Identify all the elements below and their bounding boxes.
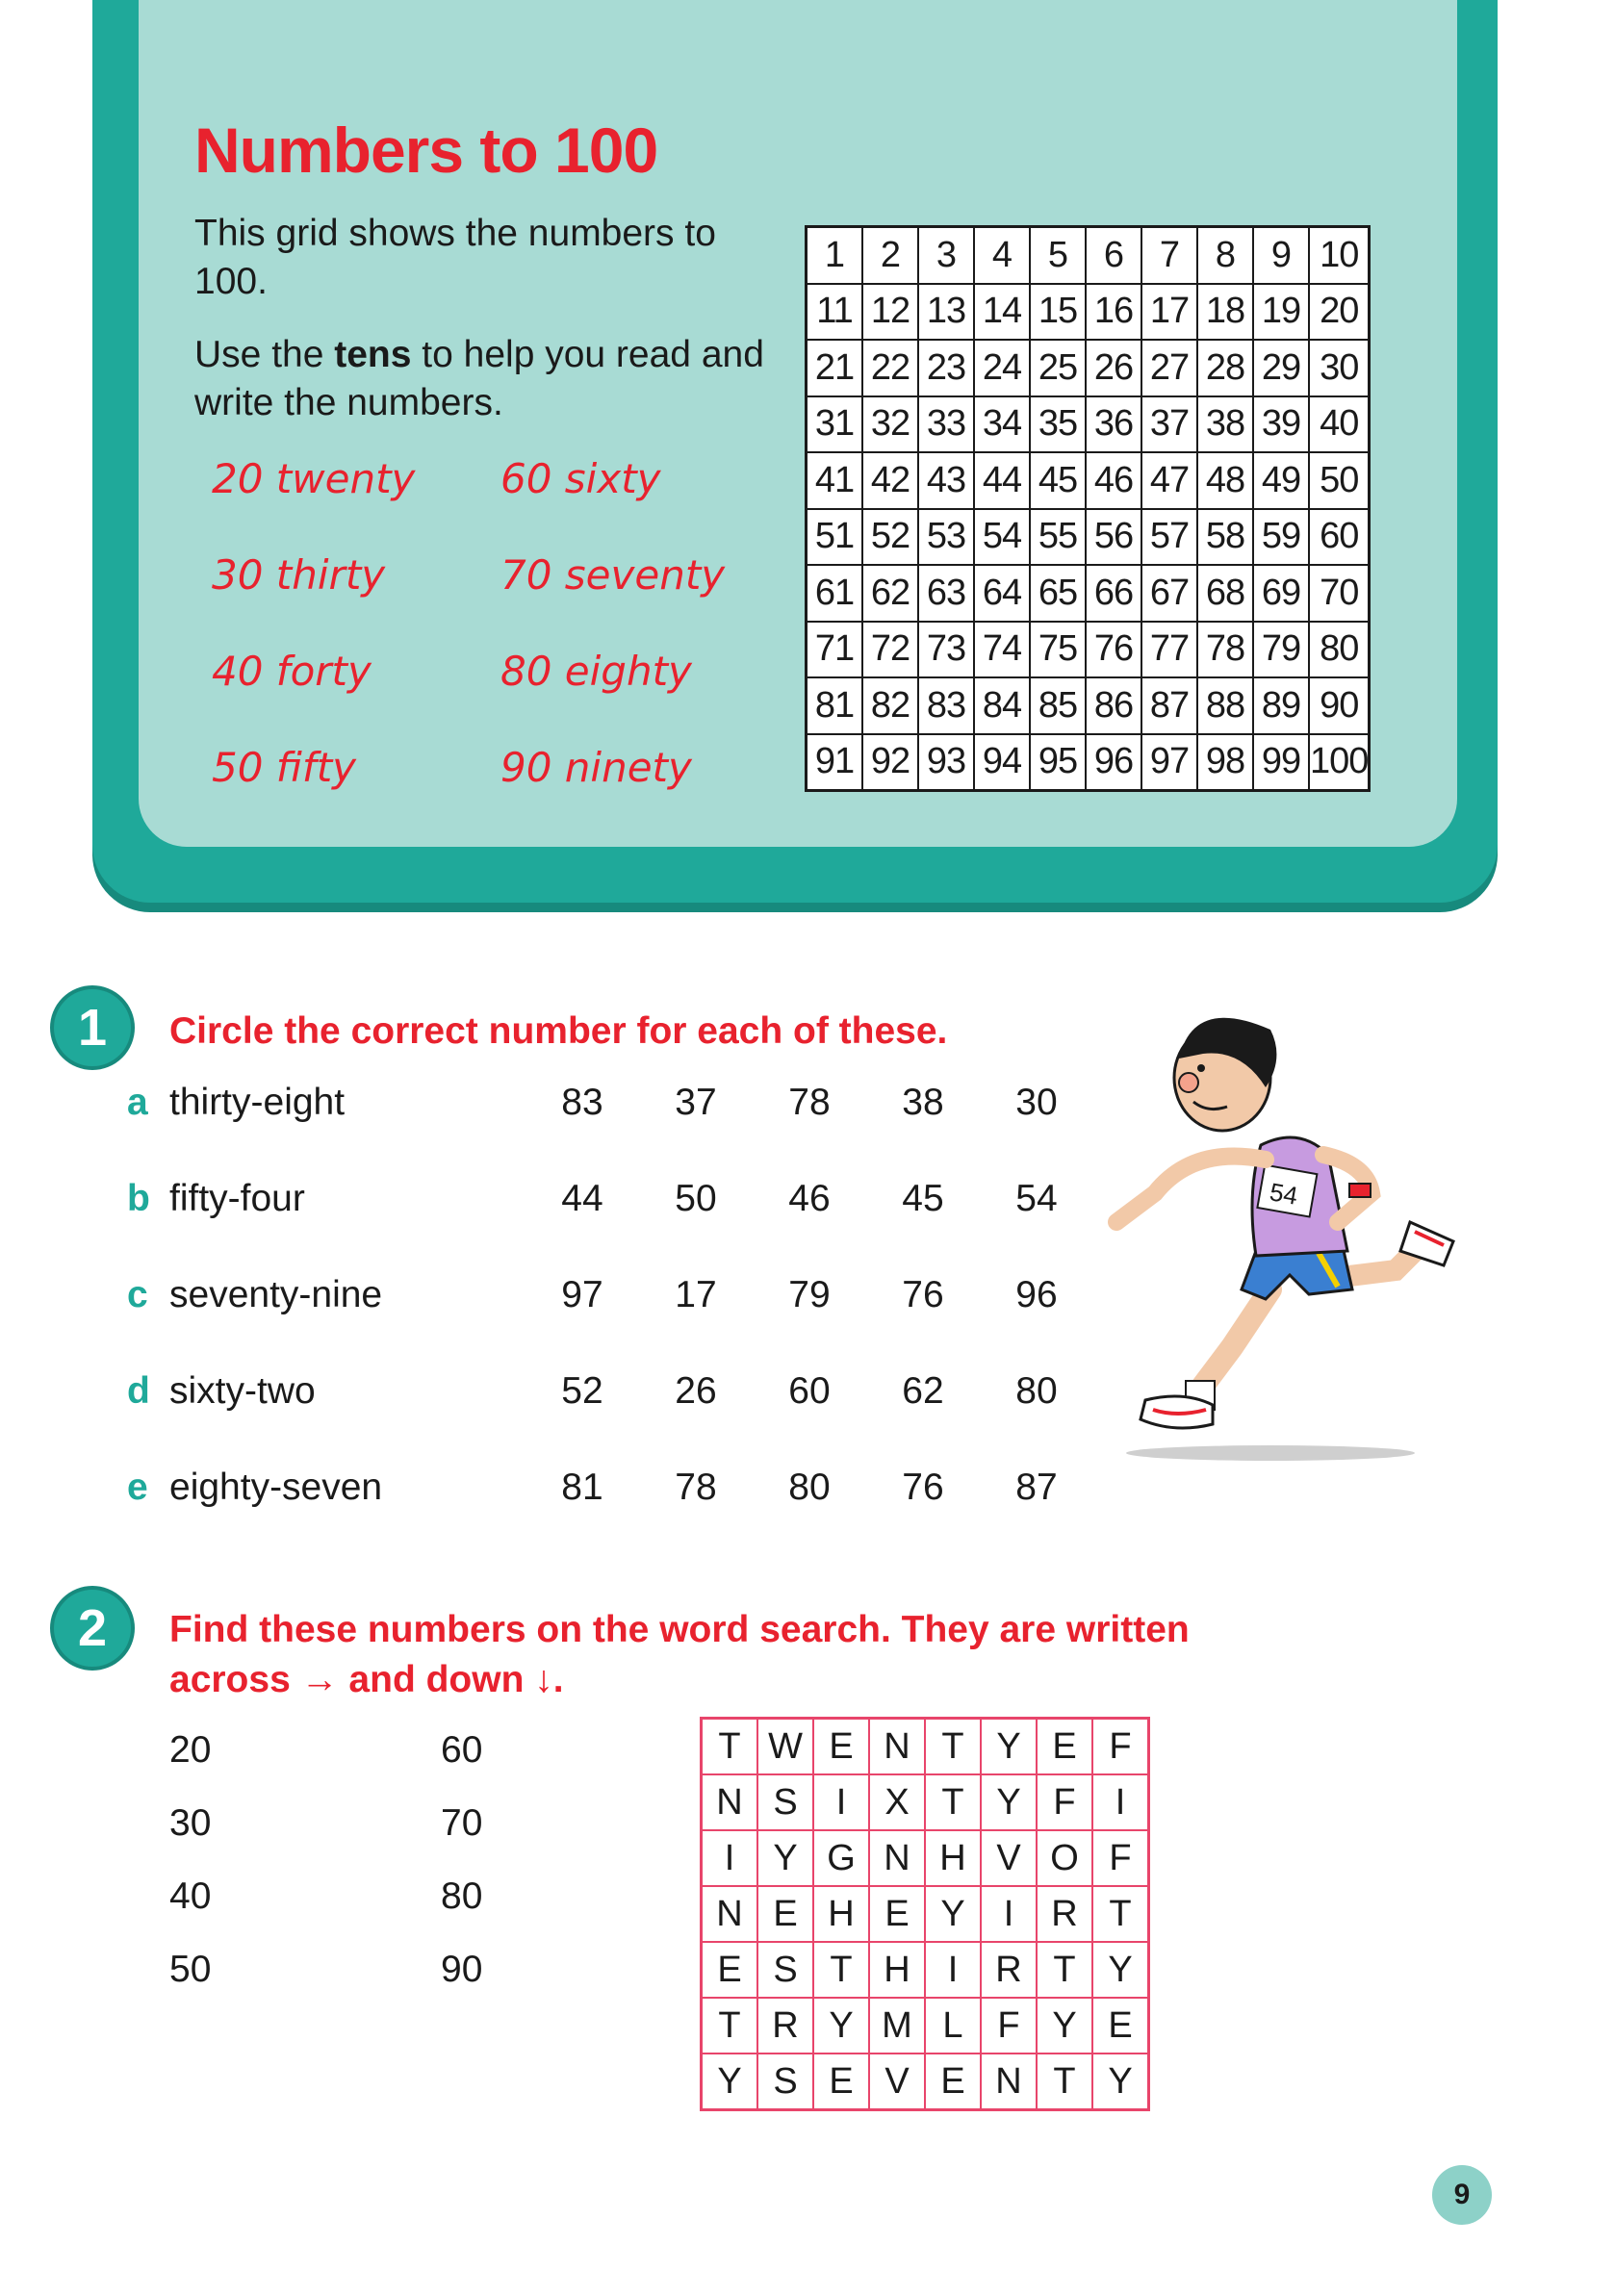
question-2-instruction-line-1: Find these numbers on the word search. They are written <box>169 1609 1190 1650</box>
word-search-cell[interactable]: F <box>981 1998 1037 2054</box>
hundred-square <box>805 225 1371 792</box>
word-search-cell[interactable]: I <box>702 1830 758 1886</box>
hundred-square-cell: 87 <box>1141 677 1197 734</box>
hundred-square-cell: 56 <box>1086 509 1141 566</box>
hundred-square-cell: 30 <box>1309 340 1370 396</box>
hundred-square-cell: 13 <box>918 284 974 341</box>
hundred-square-cell: 6 <box>1086 227 1141 284</box>
tens-item: 60 sixty <box>500 455 661 502</box>
word-search-row <box>702 1830 1149 1886</box>
intro-text-2-pre: Use the <box>194 334 335 375</box>
word-search-cell[interactable]: L <box>925 1998 981 2054</box>
word-search-cell[interactable]: E <box>1092 1998 1149 2054</box>
word-search-cell[interactable]: E <box>813 2054 869 2110</box>
number-option[interactable]: 60 <box>788 1370 831 1412</box>
hundred-square-cell: 43 <box>918 452 974 509</box>
hundred-square-cell: 61 <box>807 565 863 622</box>
hundred-square-cell: 60 <box>1309 509 1370 566</box>
hundred-square-cell: 29 <box>1253 340 1309 396</box>
number-option[interactable]: 38 <box>902 1082 944 1123</box>
hundred-square-cell: 95 <box>1030 734 1086 791</box>
word-search-cell[interactable]: Y <box>1092 1942 1149 1998</box>
hundred-square-cell: 31 <box>807 396 863 453</box>
word-search-cell[interactable]: T <box>702 1998 758 2054</box>
find-number: 50 <box>169 1949 212 1990</box>
word-search-cell[interactable]: M <box>869 1998 925 2054</box>
number-option[interactable]: 96 <box>1015 1274 1058 1315</box>
word-search-cell[interactable]: S <box>757 1942 813 1998</box>
word-search-cell[interactable]: E <box>1037 1719 1092 1775</box>
runner-illustration <box>1078 1001 1492 1482</box>
word-search-cell[interactable]: R <box>981 1942 1037 1998</box>
question-1-row-letter: c <box>127 1274 148 1315</box>
word-search-row <box>702 1998 1149 2054</box>
word-search-cell[interactable]: Y <box>757 1830 813 1886</box>
question-2-instruction-line-2: across → and down ↓. <box>169 1659 564 1700</box>
hundred-square-cell: 59 <box>1253 509 1309 566</box>
hundred-square-cell: 68 <box>1197 565 1253 622</box>
hundred-square-cell: 27 <box>1141 340 1197 396</box>
number-option[interactable]: 80 <box>1015 1370 1058 1412</box>
word-search-cell[interactable]: I <box>925 1942 981 1998</box>
intro-text-2 <box>194 331 772 427</box>
question-1-row-letter: a <box>127 1082 148 1123</box>
word-search-cell[interactable]: Y <box>981 1774 1037 1830</box>
question-1-instruction: Circle the correct number for each of these. <box>169 1010 948 1052</box>
find-number: 60 <box>441 1729 483 1771</box>
tens-item: 90 ninety <box>500 744 692 791</box>
hundred-square-cell: 97 <box>1141 734 1197 791</box>
number-option[interactable]: 78 <box>675 1467 717 1508</box>
hundred-square-cell: 26 <box>1086 340 1141 396</box>
word-search-cell[interactable]: I <box>981 1886 1037 1942</box>
intro-text-2-post: to help you read and write the numbers. <box>194 334 764 423</box>
word-search-cell[interactable]: N <box>702 1774 758 1830</box>
hundred-square-cell: 55 <box>1030 509 1086 566</box>
hundred-square-cell: 72 <box>862 622 918 678</box>
word-search-cell[interactable]: Y <box>981 1719 1037 1775</box>
word-search-cell[interactable]: W <box>757 1719 813 1775</box>
word-search-cell[interactable]: F <box>1037 1774 1092 1830</box>
word-search-cell[interactable]: S <box>757 1774 813 1830</box>
number-option[interactable]: 76 <box>902 1467 944 1508</box>
number-option[interactable]: 79 <box>788 1274 831 1315</box>
word-search-cell[interactable]: N <box>869 1719 925 1775</box>
word-search-cell[interactable]: N <box>869 1830 925 1886</box>
hundred-square-cell: 73 <box>918 622 974 678</box>
number-option[interactable]: 17 <box>675 1274 717 1315</box>
word-search-cell[interactable]: Y <box>813 1998 869 2054</box>
hundred-square-cell: 80 <box>1309 622 1370 678</box>
question-1-row-word: eighty-seven <box>169 1467 383 1508</box>
number-option[interactable]: 30 <box>1015 1082 1058 1123</box>
hundred-square-row <box>807 227 1370 284</box>
number-option[interactable]: 37 <box>675 1082 717 1123</box>
hundred-square-cell: 50 <box>1309 452 1370 509</box>
word-search-cell[interactable]: H <box>813 1886 869 1942</box>
intro-text-1: This grid shows the numbers to 100. <box>194 213 716 302</box>
hundred-square-cell: 39 <box>1253 396 1309 453</box>
word-search-row <box>702 2054 1149 2110</box>
hundred-square-cell: 15 <box>1030 284 1086 341</box>
hundred-square-cell: 2 <box>862 227 918 284</box>
question-1-row-word: thirty-eight <box>169 1082 346 1123</box>
word-search-cell[interactable]: E <box>925 2054 981 2110</box>
word-search-row <box>702 1942 1149 1998</box>
word-search-cell[interactable]: N <box>702 1886 758 1942</box>
tens-item: 70 seventy <box>500 551 726 599</box>
hundred-square-cell: 37 <box>1141 396 1197 453</box>
hundred-square-cell: 91 <box>807 734 863 791</box>
question-1-row-word: fifty-four <box>169 1178 305 1219</box>
tens-item: 30 thirty <box>212 551 386 599</box>
number-option[interactable]: 76 <box>902 1274 944 1315</box>
hundred-square-cell: 62 <box>862 565 918 622</box>
hundred-square-cell: 45 <box>1030 452 1086 509</box>
hundred-square-cell: 33 <box>918 396 974 453</box>
intro-text-2-bold: tens <box>334 334 412 375</box>
hundred-square-cell: 65 <box>1030 565 1086 622</box>
word-search-cell[interactable]: I <box>813 1774 869 1830</box>
hundred-square-cell: 38 <box>1197 396 1253 453</box>
find-number: 80 <box>441 1875 483 1917</box>
number-option[interactable]: 62 <box>902 1370 944 1412</box>
hundred-square-cell: 100 <box>1309 734 1370 791</box>
hundred-square-cell: 81 <box>807 677 863 734</box>
hundred-square-row <box>807 284 1370 341</box>
hundred-square-cell: 92 <box>862 734 918 791</box>
page-number: 9 <box>1432 2165 1492 2225</box>
hundred-square-cell: 82 <box>862 677 918 734</box>
number-option[interactable]: 26 <box>675 1370 717 1412</box>
word-search-cell[interactable]: T <box>1037 2054 1092 2110</box>
find-number: 20 <box>169 1729 212 1771</box>
question-1-row-word: seventy-nine <box>169 1274 383 1315</box>
hundred-square-cell: 77 <box>1141 622 1197 678</box>
word-search-cell[interactable]: G <box>813 1830 869 1886</box>
word-search-row <box>702 1719 1149 1775</box>
word-search-cell[interactable]: H <box>925 1830 981 1886</box>
tens-item: 20 twenty <box>212 455 416 502</box>
word-search-cell[interactable]: T <box>1092 1886 1149 1942</box>
word-search-grid <box>700 1717 1150 2111</box>
hundred-square-cell: 9 <box>1253 227 1309 284</box>
number-option[interactable]: 81 <box>561 1467 603 1508</box>
hundred-square-cell: 93 <box>918 734 974 791</box>
word-search-cell[interactable]: V <box>981 1830 1037 1886</box>
hundred-square-cell: 1 <box>807 227 863 284</box>
number-option[interactable]: 83 <box>561 1082 603 1123</box>
word-search-cell[interactable]: T <box>925 1719 981 1775</box>
hundred-square-cell: 89 <box>1253 677 1309 734</box>
word-search-cell[interactable]: Y <box>925 1886 981 1942</box>
hundred-square-cell: 8 <box>1197 227 1253 284</box>
tens-item: 80 eighty <box>500 648 692 695</box>
find-number: 30 <box>169 1802 212 1844</box>
hundred-square-cell: 78 <box>1197 622 1253 678</box>
hundred-square-cell: 18 <box>1197 284 1253 341</box>
hundred-square-cell: 52 <box>862 509 918 566</box>
find-numbers-list <box>169 1722 516 1998</box>
find-number: 70 <box>441 1802 483 1844</box>
hundred-square-cell: 74 <box>974 622 1030 678</box>
hundred-square-cell: 49 <box>1253 452 1309 509</box>
find-number: 90 <box>441 1949 483 1990</box>
word-search-cell[interactable]: O <box>1037 1830 1092 1886</box>
word-search-cell[interactable]: T <box>702 1719 758 1775</box>
hundred-square-row <box>807 734 1370 791</box>
question-1-row <box>127 1459 1093 1517</box>
hundred-square-cell: 34 <box>974 396 1030 453</box>
hundred-square-cell: 67 <box>1141 565 1197 622</box>
tens-item: 40 forty <box>212 648 372 695</box>
number-option[interactable]: 50 <box>675 1178 717 1219</box>
hundred-square-cell: 36 <box>1086 396 1141 453</box>
hundred-square-cell: 70 <box>1309 565 1370 622</box>
word-search-cell[interactable]: T <box>813 1942 869 1998</box>
question-1-row <box>127 1266 1093 1324</box>
number-option[interactable]: 52 <box>561 1370 603 1412</box>
word-search-row <box>702 1774 1149 1830</box>
word-search-cell[interactable]: F <box>1092 1719 1149 1775</box>
hundred-square-cell: 40 <box>1309 396 1370 453</box>
word-search-cell[interactable]: Y <box>1037 1998 1092 2054</box>
question-1-row <box>127 1170 1093 1228</box>
tens-list <box>212 450 751 797</box>
word-search-cell[interactable]: F <box>1092 1830 1149 1886</box>
hundred-square-cell: 85 <box>1030 677 1086 734</box>
question-1-row <box>127 1074 1093 1132</box>
hundred-square-cell: 71 <box>807 622 863 678</box>
number-option[interactable]: 78 <box>788 1082 831 1123</box>
number-option[interactable]: 44 <box>561 1178 603 1219</box>
number-option[interactable]: 54 <box>1015 1178 1058 1219</box>
hundred-square-row <box>807 452 1370 509</box>
hundred-square-cell: 99 <box>1253 734 1309 791</box>
word-search-cell[interactable]: H <box>869 1942 925 1998</box>
hundred-square-cell: 3 <box>918 227 974 284</box>
hundred-square-cell: 11 <box>807 284 863 341</box>
number-option[interactable]: 45 <box>902 1178 944 1219</box>
question-1-row <box>127 1363 1093 1420</box>
hundred-square-row <box>807 622 1370 678</box>
word-search-cell[interactable]: N <box>981 2054 1037 2110</box>
page-title: Numbers to 100 <box>194 115 658 186</box>
hundred-square-cell: 75 <box>1030 622 1086 678</box>
hundred-square-cell: 24 <box>974 340 1030 396</box>
hundred-square-cell: 19 <box>1253 284 1309 341</box>
word-search-cell[interactable]: T <box>925 1774 981 1830</box>
hundred-square-cell: 32 <box>862 396 918 453</box>
hundred-square-cell: 14 <box>974 284 1030 341</box>
hundred-square-cell: 53 <box>918 509 974 566</box>
hundred-square-cell: 4 <box>974 227 1030 284</box>
hundred-square-cell: 12 <box>862 284 918 341</box>
hundred-square-cell: 47 <box>1141 452 1197 509</box>
question-1-row-letter: e <box>127 1467 148 1508</box>
word-search-cell[interactable]: T <box>1037 1942 1092 1998</box>
hundred-square-cell: 25 <box>1030 340 1086 396</box>
word-search-cell[interactable]: E <box>702 1942 758 1998</box>
word-search-cell[interactable]: X <box>869 1774 925 1830</box>
word-search-cell[interactable]: R <box>757 1998 813 2054</box>
word-search-row <box>702 1886 1149 1942</box>
question-1-row-letter: b <box>127 1178 150 1219</box>
hundred-square-cell: 16 <box>1086 284 1141 341</box>
runner-bib: 54 <box>1267 1177 1300 1211</box>
word-search-cell[interactable]: Y <box>1092 2054 1149 2110</box>
hundred-square-cell: 79 <box>1253 622 1309 678</box>
hundred-square-cell: 23 <box>918 340 974 396</box>
hundred-square-cell: 28 <box>1197 340 1253 396</box>
hundred-square-cell: 58 <box>1197 509 1253 566</box>
hundred-square-cell: 35 <box>1030 396 1086 453</box>
hundred-square-cell: 7 <box>1141 227 1197 284</box>
hundred-square-cell: 86 <box>1086 677 1141 734</box>
number-option[interactable]: 46 <box>788 1178 831 1219</box>
hundred-square-cell: 57 <box>1141 509 1197 566</box>
hundred-square-cell: 84 <box>974 677 1030 734</box>
hundred-square-row <box>807 509 1370 566</box>
hundred-square-cell: 94 <box>974 734 1030 791</box>
hundred-square-cell: 64 <box>974 565 1030 622</box>
hundred-square-row <box>807 396 1370 453</box>
tens-item: 50 fifty <box>212 744 357 791</box>
question-1-row-word: sixty-two <box>169 1370 316 1412</box>
word-search-cell[interactable]: E <box>757 1886 813 1942</box>
word-search-cell[interactable]: Y <box>702 2054 758 2110</box>
hundred-square-cell: 96 <box>1086 734 1141 791</box>
question-1-badge: 1 <box>50 985 135 1070</box>
number-option[interactable]: 80 <box>788 1467 831 1508</box>
hundred-square-cell: 88 <box>1197 677 1253 734</box>
hundred-square-cell: 22 <box>862 340 918 396</box>
hundred-square-cell: 51 <box>807 509 863 566</box>
word-search-cell[interactable]: E <box>869 1886 925 1942</box>
hundred-square-cell: 83 <box>918 677 974 734</box>
word-search-cell[interactable]: V <box>869 2054 925 2110</box>
hundred-square-row <box>807 340 1370 396</box>
hundred-square-cell: 41 <box>807 452 863 509</box>
hundred-square-cell: 98 <box>1197 734 1253 791</box>
hundred-square-cell: 42 <box>862 452 918 509</box>
word-search-cell[interactable]: R <box>1037 1886 1092 1942</box>
hundred-square-cell: 17 <box>1141 284 1197 341</box>
hundred-square-cell: 5 <box>1030 227 1086 284</box>
find-number: 40 <box>169 1875 212 1917</box>
number-option[interactable]: 87 <box>1015 1467 1058 1508</box>
question-1-row-letter: d <box>127 1370 150 1412</box>
hundred-square-cell: 46 <box>1086 452 1141 509</box>
word-search-cell[interactable]: S <box>757 2054 813 2110</box>
hundred-square-cell: 76 <box>1086 622 1141 678</box>
word-search-cell[interactable]: I <box>1092 1774 1149 1830</box>
hundred-square-cell: 20 <box>1309 284 1370 341</box>
hundred-square-cell: 10 <box>1309 227 1370 284</box>
hundred-square-row <box>807 677 1370 734</box>
number-option[interactable]: 97 <box>561 1274 603 1315</box>
hundred-square-cell: 63 <box>918 565 974 622</box>
hundred-square-cell: 90 <box>1309 677 1370 734</box>
hundred-square-cell: 48 <box>1197 452 1253 509</box>
hundred-square-cell: 21 <box>807 340 863 396</box>
hundred-square-cell: 54 <box>974 509 1030 566</box>
hundred-square-cell: 44 <box>974 452 1030 509</box>
hundred-square-cell: 66 <box>1086 565 1141 622</box>
word-search-cell[interactable]: E <box>813 1719 869 1775</box>
question-2-badge: 2 <box>50 1586 135 1671</box>
hundred-square-row <box>807 565 1370 622</box>
hundred-square-cell: 69 <box>1253 565 1309 622</box>
